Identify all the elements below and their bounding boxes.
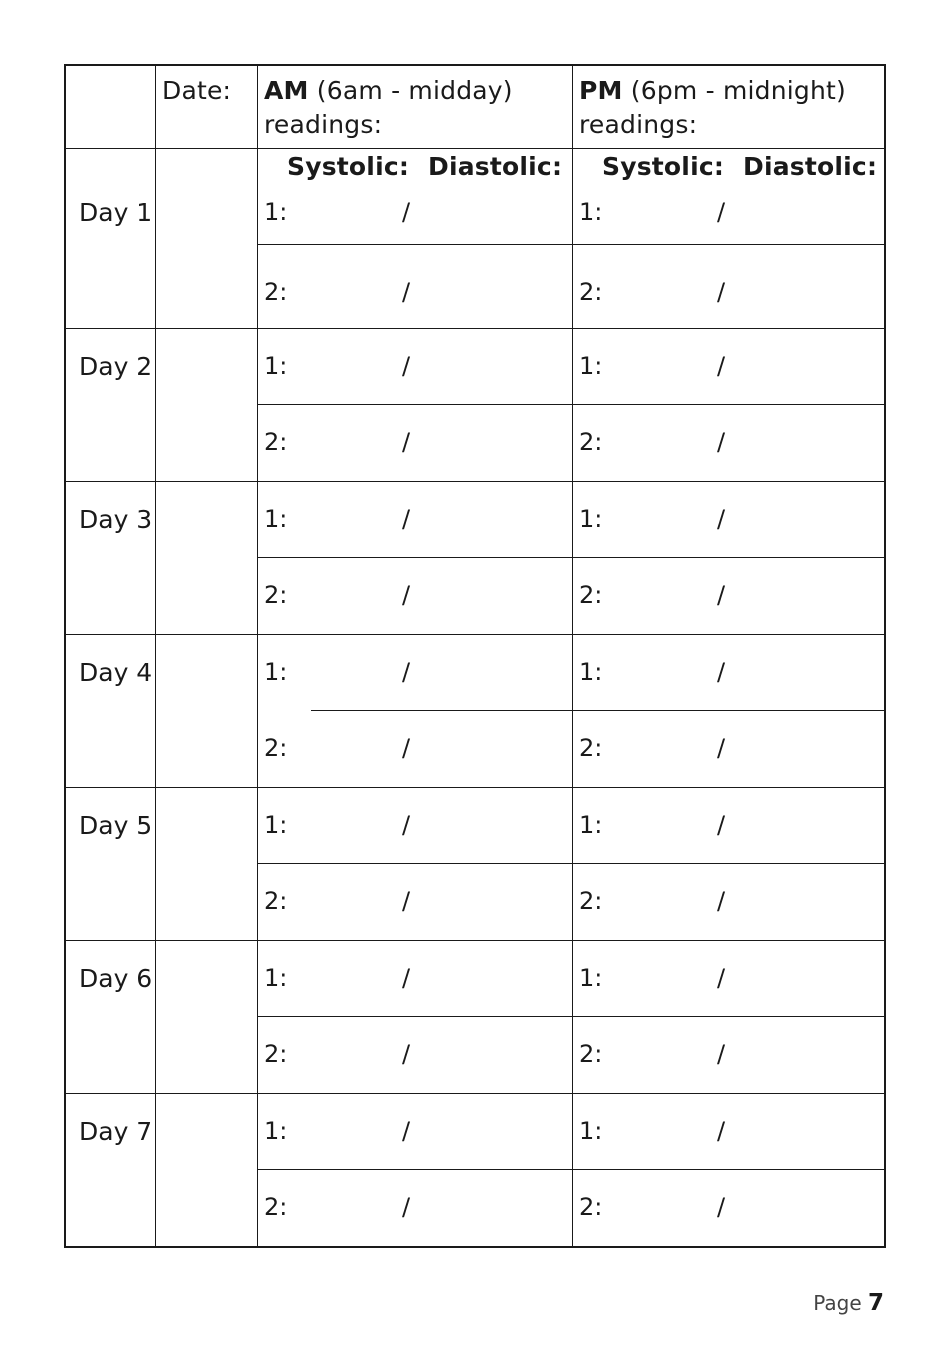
date-entry[interactable] [159,332,253,477]
pm-header [579,74,846,142]
am-reading-second-label: 2: [264,1193,288,1221]
am-header-range: (6am - midday) [308,76,513,105]
am-reading-separator: / [402,198,411,226]
am-systolic-header: Systolic: [287,152,410,181]
pm-reading-second-label: 2: [579,428,603,456]
am-header-readings: readings: [264,110,383,139]
pm-diastolic-entry[interactable] [742,501,862,539]
am-diastolic-entry[interactable] [427,730,547,768]
pm-diastolic-entry[interactable] [742,654,862,692]
pm-reading-separator: / [717,278,726,306]
pm-systolic-entry[interactable] [612,194,707,232]
pm-reading-separator: / [717,964,726,992]
page-footer [813,1290,884,1316]
date-entry[interactable] [159,791,253,936]
day-label: Day 4 [79,658,153,687]
am-reading-second-label: 2: [264,887,288,915]
am-reading-separator: / [402,1193,411,1221]
am-systolic-entry[interactable] [297,654,392,692]
pm-systolic-entry[interactable] [612,424,707,462]
page-number: 7 [867,1290,884,1316]
date-entry[interactable] [159,152,253,324]
pm-reading-separator: / [717,1117,726,1145]
am-reading-first-label: 1: [264,1117,288,1145]
reading-divider [257,404,572,405]
am-systolic-entry[interactable] [297,274,392,312]
pm-reading-second-label: 2: [579,734,603,762]
pm-diastolic-entry[interactable] [742,1036,862,1074]
am-reading-second-label: 2: [264,734,288,762]
pm-diastolic-entry[interactable] [742,348,862,386]
am-diastolic-entry[interactable] [427,424,547,462]
am-reading-separator: / [402,1117,411,1145]
pm-header-readings: readings: [579,110,698,139]
pm-reading-separator: / [717,811,726,839]
date-entry[interactable] [159,638,253,783]
readings-table [64,64,886,1248]
pm-reading-first-label: 1: [579,198,603,226]
am-reading-first-label: 1: [264,964,288,992]
pm-diastolic-entry[interactable] [742,883,862,921]
day-label: Day 1 [79,198,153,227]
am-diastolic-entry[interactable] [427,1113,547,1151]
pm-reading-first-label: 1: [579,1117,603,1145]
pm-systolic-entry[interactable] [612,348,707,386]
pm-reading-separator: / [717,505,726,533]
pm-reading-separator: / [717,887,726,915]
reading-divider [572,863,884,864]
day-divider [66,1093,884,1094]
am-systolic-entry[interactable] [297,960,392,998]
am-diastolic-entry[interactable] [427,501,547,539]
am-reading-separator: / [402,734,411,762]
day-divider [66,328,884,329]
am-diastolic-entry[interactable] [427,1189,547,1227]
header-divider [66,148,884,149]
reading-divider [572,404,884,405]
pm-diastolic-entry[interactable] [742,960,862,998]
reading-divider [572,557,884,558]
am-reading-separator: / [402,1040,411,1068]
pm-systolic-entry[interactable] [612,960,707,998]
pm-systolic-entry[interactable] [612,654,707,692]
date-header: Date: [162,76,232,105]
am-diastolic-entry[interactable] [427,654,547,692]
am-diastolic-entry[interactable] [427,577,547,615]
am-reading-first-label: 1: [264,352,288,380]
reading-divider [257,1016,572,1017]
day-label: Day 6 [79,964,153,993]
pm-reading-separator: / [717,198,726,226]
pm-systolic-entry[interactable] [612,807,707,845]
am-diastolic-entry[interactable] [427,960,547,998]
am-reading-separator: / [402,811,411,839]
am-systolic-entry[interactable] [297,1189,392,1227]
day-label: Day 2 [79,352,153,381]
day-divider [66,481,884,482]
pm-diastolic-entry[interactable] [742,807,862,845]
date-entry[interactable] [159,1097,253,1242]
pm-reading-first-label: 1: [579,964,603,992]
reading-divider [257,244,572,245]
am-diastolic-entry[interactable] [427,274,547,312]
pm-reading-separator: / [717,352,726,380]
am-systolic-entry[interactable] [297,730,392,768]
am-reading-first-label: 1: [264,811,288,839]
pm-systolic-entry[interactable] [612,883,707,921]
am-systolic-entry[interactable] [297,883,392,921]
reading-divider [257,557,572,558]
am-systolic-entry[interactable] [297,807,392,845]
am-reading-separator: / [402,278,411,306]
pm-systolic-entry[interactable] [612,1113,707,1151]
day-divider [66,634,884,635]
pm-reading-second-label: 2: [579,887,603,915]
pm-reading-second-label: 2: [579,278,603,306]
am-systolic-entry[interactable] [297,1113,392,1151]
am-reading-separator: / [402,428,411,456]
pm-reading-first-label: 1: [579,505,603,533]
pm-reading-separator: / [717,428,726,456]
day-label: Day 3 [79,505,153,534]
am-diastolic-entry[interactable] [427,1036,547,1074]
pm-reading-separator: / [717,581,726,609]
am-systolic-entry[interactable] [297,348,392,386]
am-systolic-entry[interactable] [297,424,392,462]
am-diastolic-entry[interactable] [427,348,547,386]
pm-reading-second-label: 2: [579,1040,603,1068]
day-divider [66,787,884,788]
reading-divider [572,244,884,245]
pm-systolic-entry[interactable] [612,730,707,768]
reading-divider [257,1169,572,1170]
pm-systolic-entry[interactable] [612,1036,707,1074]
pm-diastolic-entry[interactable] [742,1189,862,1227]
day-label: Day 5 [79,811,153,840]
am-systolic-entry[interactable] [297,1036,392,1074]
pm-systolic-entry[interactable] [612,274,707,312]
pm-diastolic-entry[interactable] [742,274,862,312]
column-divider-pm [572,66,573,1246]
pm-diastolic-entry[interactable] [742,194,862,232]
am-reading-first-label: 1: [264,505,288,533]
pm-header-bold: PM [579,76,623,105]
am-diastolic-header: Diastolic: [428,152,563,181]
reading-divider [311,710,572,711]
am-diastolic-entry[interactable] [427,883,547,921]
am-reading-separator: / [402,505,411,533]
pm-systolic-entry[interactable] [612,1189,707,1227]
am-reading-separator: / [402,352,411,380]
am-reading-first-label: 1: [264,658,288,686]
pm-diastolic-entry[interactable] [742,1113,862,1151]
am-header [264,74,513,142]
pm-header-range: (6pm - midnight) [622,76,846,105]
am-reading-second-label: 2: [264,428,288,456]
am-diastolic-entry[interactable] [427,807,547,845]
am-systolic-entry[interactable] [297,501,392,539]
am-header-bold: AM [264,76,309,105]
pm-diastolic-entry[interactable] [742,730,862,768]
pm-diastolic-header: Diastolic: [743,152,878,181]
date-entry[interactable] [159,944,253,1089]
reading-divider [572,1016,884,1017]
pm-reading-separator: / [717,1040,726,1068]
page-word: Page [813,1291,862,1315]
am-reading-first-label: 1: [264,198,288,226]
date-entry[interactable] [159,485,253,630]
pm-reading-separator: / [717,658,726,686]
pm-systolic-entry[interactable] [612,577,707,615]
day-divider [66,940,884,941]
am-systolic-entry[interactable] [297,577,392,615]
pm-reading-second-label: 2: [579,1193,603,1221]
am-reading-separator: / [402,658,411,686]
reading-divider [257,863,572,864]
am-reading-separator: / [402,581,411,609]
am-reading-separator: / [402,887,411,915]
pm-reading-separator: / [717,1193,726,1221]
day-label: Day 7 [79,1117,153,1146]
pm-reading-first-label: 1: [579,658,603,686]
pm-diastolic-entry[interactable] [742,577,862,615]
column-divider-am [257,66,258,1246]
reading-divider [572,1169,884,1170]
pm-reading-second-label: 2: [579,581,603,609]
am-reading-second-label: 2: [264,1040,288,1068]
pm-systolic-entry[interactable] [612,501,707,539]
pm-reading-separator: / [717,734,726,762]
reading-divider [572,710,884,711]
pm-diastolic-entry[interactable] [742,424,862,462]
pm-reading-first-label: 1: [579,811,603,839]
am-reading-separator: / [402,964,411,992]
am-reading-second-label: 2: [264,278,288,306]
am-diastolic-entry[interactable] [427,194,547,232]
am-reading-second-label: 2: [264,581,288,609]
pm-reading-first-label: 1: [579,352,603,380]
column-divider-date [155,66,156,1246]
pm-systolic-header: Systolic: [602,152,725,181]
am-systolic-entry[interactable] [297,194,392,232]
